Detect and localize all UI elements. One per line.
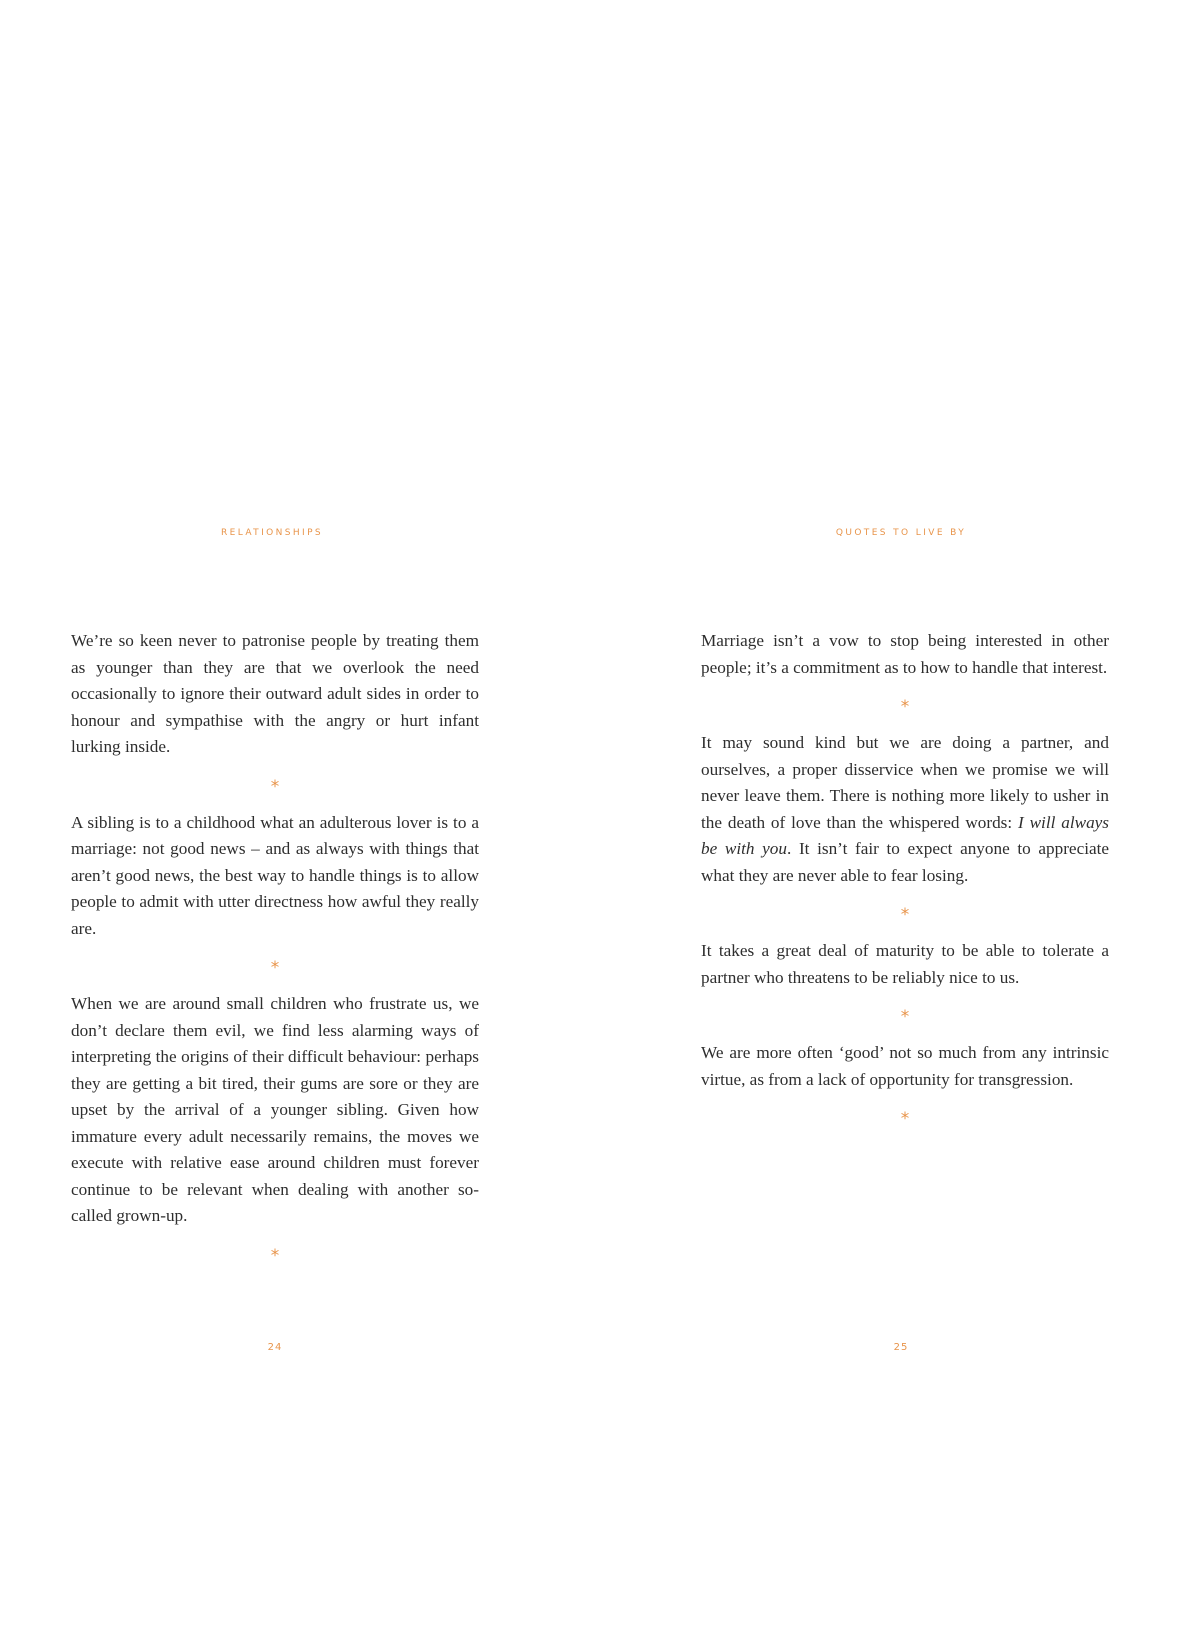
running-head-left: RELATIONSHIPS (220, 528, 324, 538)
asterisk-separator: * (900, 1007, 910, 1027)
page-number-right: 25 (893, 1342, 909, 1353)
asterisk-separator: * (270, 1245, 280, 1266)
asterisk-separator: * (900, 905, 910, 925)
left-text-block (71, 628, 479, 1279)
quote: We’re so keen never to patronise people by treating them as younger than they are that we overlook the need occasionally to ignore their outward adult sides in order to honour and sympathise with the angry or hurt infant lurking inside. (71, 631, 479, 756)
asterisk-separator: * (270, 776, 280, 797)
quote-italic-phrase: I will always be with you (701, 812, 1109, 858)
quote: It takes a great deal of maturity to be able to tolerate a partner who threatens to be reliably nice to us. (701, 941, 1109, 987)
quote: When we are around small children who frustrate us, we don’t declare them evil, we find less alarming ways of interpreting the origins of their difficult behaviour: perhaps they are getting a bit tired, their gums are sore or they are upset by the arrival of a younger sibling. Given how immature every adult necessarily remains, the moves we execute with relative ease around children must forever continue to be relevant when dealing with another so-called grown-up. (71, 994, 479, 1225)
quote: Marriage isn’t a vow to stop being interested in other people; it’s a commitment as to how to handle that interest. (701, 631, 1109, 677)
asterisk-separator: * (900, 697, 910, 717)
running-head-right: QUOTES TO LIVE BY (835, 528, 967, 538)
quote-text-after: . It isn’t fair to expect anyone to appreciate what they are never able to fear losing. (701, 839, 1110, 885)
right-page (600, 0, 1200, 1633)
quote-with-italic (701, 730, 1109, 889)
quote-text-before: It may sound kind but we are doing a partner, and ourselves, a proper disservice when we promise we will never leave them. There is nothing more likely to usher in the death of love than the whispered words: (701, 733, 1109, 832)
asterisk-separator: * (900, 1109, 910, 1129)
page-number-left: 24 (267, 1342, 283, 1353)
right-text-block (701, 628, 1109, 1142)
asterisk-separator: * (270, 958, 280, 978)
quote: We are more often ‘good’ not so much from any intrinsic virtue, as from a lack of opportunity for transgression. (701, 1043, 1109, 1089)
quote: A sibling is to a childhood what an adulterous lover is to a marriage: not good news – and as always with things that aren’t good news, the best way to handle things is to allow people to admit with utter directness how awful they really are. (71, 812, 479, 938)
